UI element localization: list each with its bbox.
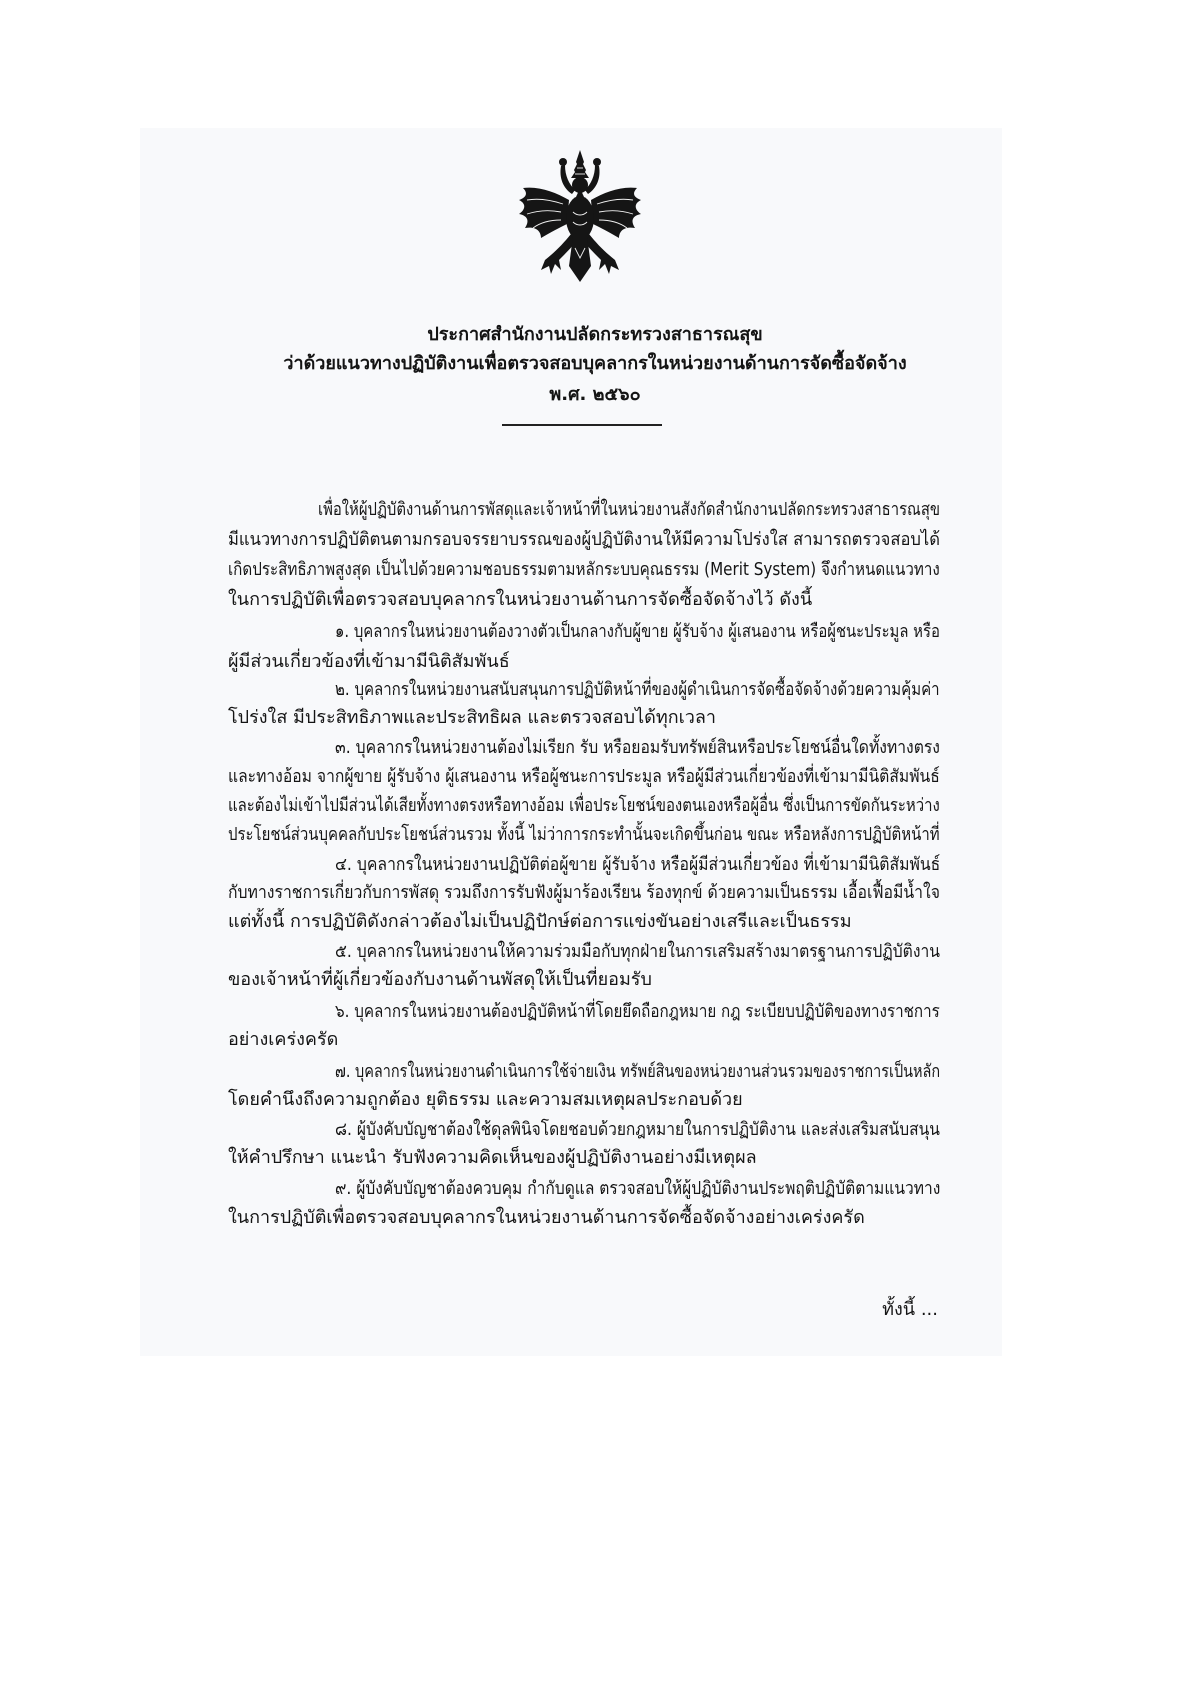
clause-7-line: โดยคำนึงถึงความถูกต้อง ยุติธรรม และความสมเหตุผลประกอบด้วย: [228, 1089, 743, 1110]
clause-3-line: และต้องไม่เข้าไปมีส่วนได้เสียทั้งทางตรงหรือทางอ้อม เพื่อประโยชน์ของตนเองหรือผู้อื่น ซึ่งเป็นการขัดกันระหว่าง: [228, 795, 940, 816]
heading-year: พ.ศ. ๒๕๖๐: [549, 384, 641, 405]
clause-3-line: ๓. บุคลากรในหน่วยงานต้องไม่เรียก รับ หรือยอมรับทรัพย์สินหรือประโยชน์อื่นใดทั้งทางตรง: [335, 737, 940, 758]
clause-5-line: ของเจ้าหน้าที่ผู้เกี่ยวข้องกับงานด้านพัสดุให้เป็นที่ยอมรับ: [228, 969, 652, 990]
clause-9-line: ในการปฏิบัติเพื่อตรวจสอบบุคลากรในหน่วยงานด้านการจัดซื้อจัดจ้างอย่างเคร่งครัด: [228, 1207, 865, 1228]
intro-line: มีแนวทางการปฏิบัติตนตามกรอบจรรยาบรรณของผู้ปฏิบัติงานให้มีความโปร่งใส สามารถตรวจสอบได้: [228, 529, 940, 550]
intro-line: เกิดประสิทธิภาพสูงสุด เป็นไปด้วยความชอบธรรมตามหลักระบบคุณธรรม (Merit System) จึงกำหนดแนวทาง: [228, 559, 940, 580]
heading-subject: ว่าด้วยแนวทางปฏิบัติงานเพื่อตรวจสอบบุคลากรในหน่วยงานด้านการจัดซื้อจัดจ้าง: [283, 353, 907, 374]
clause-8-line: ให้คำปรึกษา แนะนำ รับฟังความคิดเห็นของผู้ปฏิบัติงานอย่างมีเหตุผล: [228, 1147, 757, 1168]
clause-3-line: ประโยชน์ส่วนบุคคลกับประโยชน์ส่วนรวม ทั้งนี้ ไม่ว่าการกระทำนั้นจะเกิดขึ้นก่อน ขณะ หรือหลังการปฏิบัติหน้าที่: [228, 824, 940, 845]
heading-divider: [502, 424, 662, 426]
heading-announcement: ประกาศสำนักงานปลัดกระทรวงสาธารณสุข: [427, 324, 763, 345]
clause-4-line: กับทางราชการเกี่ยวกับการพัสดุ รวมถึงการรับฟังผู้มาร้องเรียน ร้องทุกข์ ด้วยความเป็นธรรม เอื้อเฟื้อมีน้ำใจ: [228, 882, 940, 903]
clause-1-line: ๑. บุคลากรในหน่วยงานต้องวางตัวเป็นกลางกับผู้ขาย ผู้รับจ้าง ผู้เสนองาน หรือผู้ชนะประมูล หรือ: [335, 621, 940, 642]
clause-6-line: อย่างเคร่งครัด: [228, 1029, 339, 1050]
clause-3-line: และทางอ้อม จากผู้ขาย ผู้รับจ้าง ผู้เสนองาน หรือผู้ชนะการประมูล หรือผู้มีส่วนเกี่ยวข้องที่เข้ามามีนิติสัมพันธ์: [228, 766, 940, 787]
page-continuation: ทั้งนี้ ...: [882, 1299, 938, 1320]
clause-7-line: ๗. บุคลากรในหน่วยงานดำเนินการใช้จ่ายเงิน ทรัพย์สินของหน่วยงานส่วนรวมของราชการเป็นหลัก: [335, 1061, 941, 1082]
intro-line: เพื่อให้ผู้ปฏิบัติงานด้านการพัสดุและเจ้าหน้าที่ในหน่วยงานสังกัดสำนักงานปลัดกระทรวงสาธารณสุข: [318, 499, 941, 520]
clause-4-line: แต่ทั้งนี้ การปฏิบัติดังกล่าวต้องไม่เป็นปฏิปักษ์ต่อการแข่งขันอย่างเสรีและเป็นธรรม: [228, 911, 852, 932]
clause-4-line: ๔. บุคลากรในหน่วยงานปฏิบัติต่อผู้ขาย ผู้รับจ้าง หรือผู้มีส่วนเกี่ยวข้อง ที่เข้ามามีนิติสัมพันธ์: [335, 854, 941, 875]
clause-1-line: ผู้มีส่วนเกี่ยวข้องที่เข้ามามีนิติสัมพันธ์: [228, 651, 510, 672]
clause-2-line: โปร่งใส มีประสิทธิภาพและประสิทธิผล และตรวจสอบได้ทุกเวลา: [228, 707, 716, 728]
clause-9-line: ๙. ผู้บังคับบัญชาต้องควบคุม กำกับดูแล ตรวจสอบให้ผู้ปฏิบัติงานประพฤติปฏิบัติตามแนวทาง: [335, 1178, 941, 1199]
clause-2-line: ๒. บุคลากรในหน่วยงานสนับสนุนการปฏิบัติหน้าที่ของผู้ดำเนินการจัดซื้อจัดจ้างด้วยความคุ้มค่า: [335, 679, 940, 700]
clause-6-line: ๖. บุคลากรในหน่วยงานต้องปฏิบัติหน้าที่โดยยึดถือกฎหมาย กฎ ระเบียบปฏิบัติของทางราชการ: [335, 1001, 940, 1022]
garuda-emblem-icon: [515, 148, 645, 284]
clause-8-line: ๘. ผู้บังคับบัญชาต้องใช้ดุลพินิจโดยชอบด้วยกฎหมายในการปฏิบัติงาน และส่งเสริมสนับสนุน: [335, 1119, 940, 1140]
clause-5-line: ๕. บุคลากรในหน่วยงานให้ความร่วมมือกับทุกฝ่ายในการเสริมสร้างมาตรฐานการปฏิบัติงาน: [335, 941, 940, 962]
intro-line: ในการปฏิบัติเพื่อตรวจสอบบุคลากรในหน่วยงานด้านการจัดซื้อจัดจ้างไว้ ดังนี้: [228, 589, 813, 610]
